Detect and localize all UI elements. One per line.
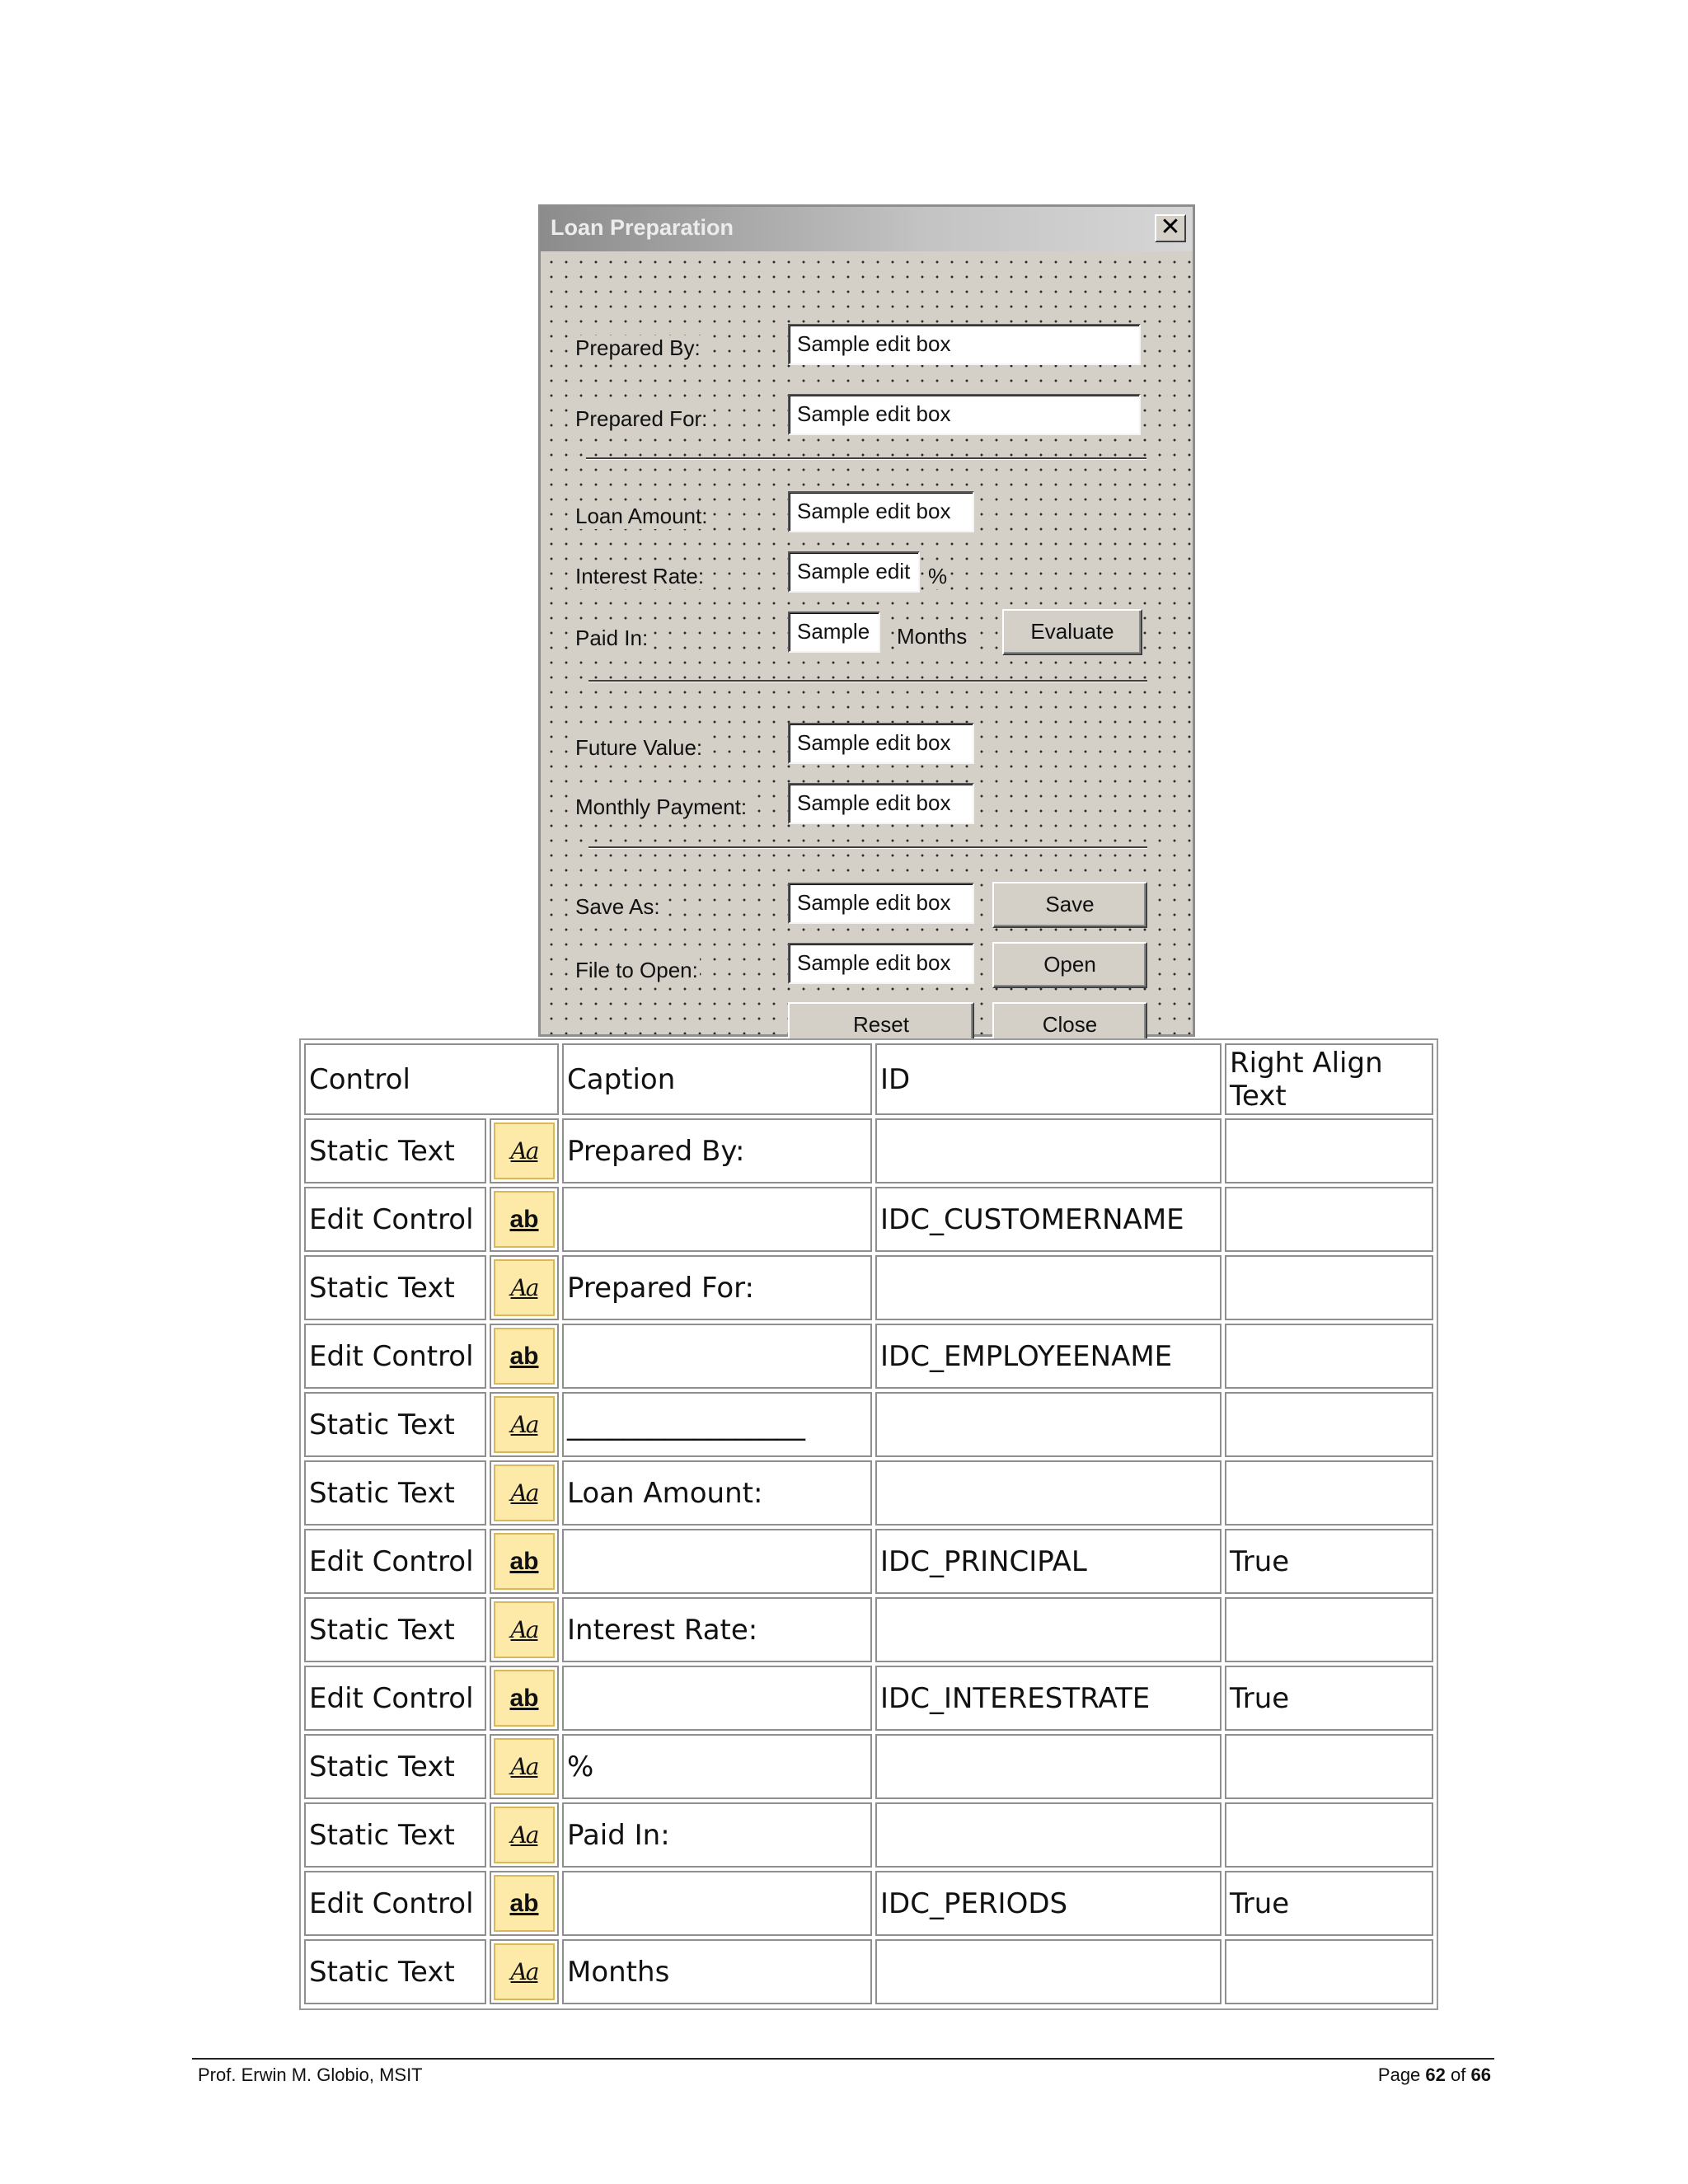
static-text-icon-glyph: Aa — [510, 1616, 538, 1643]
label-interest-rate: Interest Rate: — [575, 564, 705, 588]
row-control-text: Edit Control — [309, 1339, 474, 1373]
row-control — [304, 1597, 486, 1662]
row-id — [875, 1324, 1221, 1389]
label-months: Months — [897, 624, 968, 649]
row-right-align — [1225, 1871, 1433, 1936]
reset-button[interactable]: Reset — [788, 1002, 974, 1048]
label-prepared-for: Prepared For: — [575, 406, 708, 431]
row-id — [875, 1255, 1221, 1320]
edit-control-icon — [494, 1875, 555, 1932]
row-control — [304, 1255, 486, 1320]
row-control — [304, 1802, 486, 1868]
interest-rate-edit[interactable]: Sample edit — [788, 551, 920, 593]
row-id — [875, 1871, 1221, 1936]
dialog-client-area — [541, 251, 1193, 1037]
row-right-align — [1225, 1187, 1433, 1252]
row-caption — [562, 1597, 872, 1662]
row-control — [304, 1460, 486, 1526]
row-id — [875, 1734, 1221, 1799]
row-icon-cell — [490, 1802, 559, 1868]
row-control — [304, 1939, 486, 2004]
prepared-by-edit[interactable]: Sample edit box — [788, 324, 1141, 365]
row-caption — [562, 1324, 872, 1389]
row-caption-text: Months — [567, 1955, 670, 1989]
row-control-text: Static Text — [309, 1134, 455, 1168]
row-id — [875, 1939, 1221, 2004]
row-icon-cell — [490, 1187, 559, 1252]
dialog-title: Loan Preparation — [551, 215, 734, 240]
row-id-text: IDC_CUSTOMERNAME — [880, 1202, 1184, 1236]
open-button[interactable]: Open — [992, 942, 1147, 988]
row-control-text: Edit Control — [309, 1681, 474, 1715]
row-caption-text: Paid In: — [567, 1818, 670, 1852]
row-right-align-text: True — [1230, 1886, 1290, 1920]
row-control-text: Edit Control — [309, 1202, 474, 1236]
paid-in-edit[interactable]: Sample — [788, 612, 880, 653]
row-right-align — [1225, 1666, 1433, 1731]
edit-control-icon-glyph: ab — [509, 1205, 539, 1233]
static-text-icon-glyph: Aa — [510, 1753, 538, 1780]
row-control — [304, 1666, 486, 1731]
header-id-text: ID — [880, 1062, 911, 1096]
row-caption — [562, 1734, 872, 1799]
row-right-align — [1225, 1734, 1433, 1799]
footer-author: Prof. Erwin M. Globio, MSIT — [198, 2064, 423, 2085]
row-caption-text: Interest Rate: — [567, 1613, 758, 1647]
row-caption-text: % — [567, 1750, 594, 1783]
footer-divider — [192, 2058, 1494, 2060]
row-id — [875, 1597, 1221, 1662]
row-id-text: IDC_INTERESTRATE — [880, 1681, 1151, 1715]
row-id — [875, 1529, 1221, 1594]
row-icon-cell — [490, 1392, 559, 1457]
label-loan-amount: Loan Amount: — [575, 504, 708, 528]
separator-2 — [588, 680, 1147, 682]
row-caption — [562, 1255, 872, 1320]
separator-1 — [586, 457, 1146, 460]
header-caption-text: Caption — [567, 1062, 676, 1096]
static-text-icon — [494, 1807, 555, 1863]
row-right-align — [1225, 1802, 1433, 1868]
label-percent: % — [928, 564, 948, 588]
row-right-align — [1225, 1597, 1433, 1662]
controls-table — [299, 1038, 1438, 2010]
close-icon[interactable]: ✕ — [1155, 214, 1186, 242]
row-caption-text: _________________ — [567, 1408, 805, 1441]
row-control — [304, 1734, 486, 1799]
row-icon-cell — [490, 1871, 559, 1936]
label-monthly-payment: Monthly Payment: — [575, 794, 748, 819]
page-word: Page — [1377, 2064, 1421, 2085]
close-button[interactable]: Close — [992, 1002, 1147, 1048]
footer-page-number — [1378, 2064, 1491, 2086]
row-caption — [562, 1118, 872, 1183]
row-icon-cell — [490, 1597, 559, 1662]
row-caption-text: Prepared For: — [567, 1271, 754, 1305]
evaluate-button[interactable]: Evaluate — [1002, 609, 1142, 655]
static-text-icon-glyph: Aa — [510, 1479, 538, 1507]
header-control-text: Control — [309, 1062, 410, 1096]
label-paid-in: Paid In: — [575, 626, 649, 650]
row-id — [875, 1666, 1221, 1731]
row-control-text: Static Text — [309, 1271, 455, 1305]
row-caption — [562, 1939, 872, 2004]
row-id — [875, 1392, 1221, 1457]
edit-control-icon-glyph: ab — [509, 1342, 539, 1370]
row-right-align — [1225, 1118, 1433, 1183]
row-control — [304, 1529, 486, 1594]
row-control-text: Static Text — [309, 1476, 455, 1510]
row-right-align — [1225, 1529, 1433, 1594]
row-caption — [562, 1802, 872, 1868]
row-icon-cell — [490, 1118, 559, 1183]
separator-3 — [588, 846, 1147, 849]
row-icon-cell — [490, 1460, 559, 1526]
static-text-icon — [494, 1122, 555, 1179]
row-right-align — [1225, 1392, 1433, 1457]
header-control — [304, 1043, 559, 1115]
static-text-icon-glyph: Aa — [510, 1958, 538, 1985]
row-caption — [562, 1666, 872, 1731]
row-right-align — [1225, 1939, 1433, 2004]
row-caption-text: Prepared By: — [567, 1134, 745, 1168]
row-control — [304, 1871, 486, 1936]
row-id — [875, 1460, 1221, 1526]
page-current: 62 — [1425, 2064, 1446, 2085]
row-id-text: IDC_PRINCIPAL — [880, 1544, 1087, 1578]
row-control — [304, 1324, 486, 1389]
row-control-text: Edit Control — [309, 1886, 474, 1920]
static-text-icon-glyph: Aa — [510, 1274, 538, 1301]
row-control-text: Static Text — [309, 1408, 455, 1441]
page-total: 66 — [1470, 2064, 1491, 2085]
prepared-for-edit[interactable]: Sample edit box — [788, 394, 1141, 435]
row-icon-cell — [490, 1255, 559, 1320]
row-id — [875, 1187, 1221, 1252]
static-text-icon — [494, 1943, 555, 2000]
row-control-text: Static Text — [309, 1750, 455, 1783]
static-text-icon-glyph: Aa — [510, 1411, 538, 1438]
edit-control-icon-glyph: ab — [509, 1684, 539, 1712]
row-control — [304, 1392, 486, 1457]
row-id — [875, 1802, 1221, 1868]
label-save-as: Save As: — [575, 894, 660, 919]
label-file-to-open: File to Open: — [575, 958, 698, 982]
row-right-align-text: True — [1230, 1544, 1290, 1578]
row-caption — [562, 1871, 872, 1936]
row-id-text: IDC_PERIODS — [880, 1886, 1068, 1920]
edit-control-icon — [494, 1533, 555, 1590]
static-text-icon-glyph: Aa — [510, 1821, 538, 1849]
header-right-align-text: Right Align Text — [1230, 1046, 1383, 1113]
static-text-icon — [494, 1601, 555, 1658]
row-right-align-text: True — [1230, 1681, 1290, 1715]
edit-control-icon-glyph: ab — [509, 1889, 539, 1917]
static-text-icon — [494, 1738, 555, 1795]
row-control-text: Static Text — [309, 1818, 455, 1852]
row-icon-cell — [490, 1529, 559, 1594]
row-caption — [562, 1460, 872, 1526]
edit-control-icon — [494, 1328, 555, 1385]
loan-preparation-dialog — [538, 204, 1195, 1037]
header-right-align — [1225, 1043, 1433, 1115]
edit-control-icon — [494, 1670, 555, 1727]
future-value-edit[interactable]: Sample edit box — [788, 723, 974, 764]
row-icon-cell — [490, 1666, 559, 1731]
dialog-titlebar[interactable] — [541, 207, 1193, 251]
row-control — [304, 1118, 486, 1183]
row-right-align — [1225, 1460, 1433, 1526]
row-control-text: Edit Control — [309, 1544, 474, 1578]
row-control-text: Static Text — [309, 1613, 455, 1647]
static-text-icon — [494, 1396, 555, 1453]
static-text-icon — [494, 1259, 555, 1316]
row-right-align — [1225, 1255, 1433, 1320]
row-control-text: Static Text — [309, 1955, 455, 1989]
row-icon-cell — [490, 1734, 559, 1799]
loan-amount-edit[interactable]: Sample edit box — [788, 491, 974, 532]
row-icon-cell — [490, 1939, 559, 2004]
static-text-icon — [494, 1465, 555, 1521]
header-caption — [562, 1043, 872, 1115]
row-caption — [562, 1187, 872, 1252]
edit-control-icon-glyph: ab — [509, 1547, 539, 1575]
row-caption-text: Loan Amount: — [567, 1476, 763, 1510]
row-caption — [562, 1529, 872, 1594]
of-word: of — [1451, 2064, 1466, 2085]
file-to-open-edit[interactable]: Sample edit box — [788, 943, 974, 984]
row-id-text: IDC_EMPLOYEENAME — [880, 1339, 1173, 1373]
monthly-payment-edit[interactable]: Sample edit box — [788, 783, 974, 824]
row-icon-cell — [490, 1324, 559, 1389]
row-right-align — [1225, 1324, 1433, 1389]
row-id — [875, 1118, 1221, 1183]
label-prepared-by: Prepared By: — [575, 335, 701, 360]
header-id — [875, 1043, 1221, 1115]
save-button[interactable]: Save — [992, 882, 1147, 928]
row-caption — [562, 1392, 872, 1457]
edit-control-icon — [494, 1191, 555, 1248]
save-as-edit[interactable]: Sample edit box — [788, 883, 974, 924]
label-future-value: Future Value: — [575, 735, 703, 760]
row-control — [304, 1187, 486, 1252]
static-text-icon-glyph: Aa — [510, 1137, 538, 1165]
